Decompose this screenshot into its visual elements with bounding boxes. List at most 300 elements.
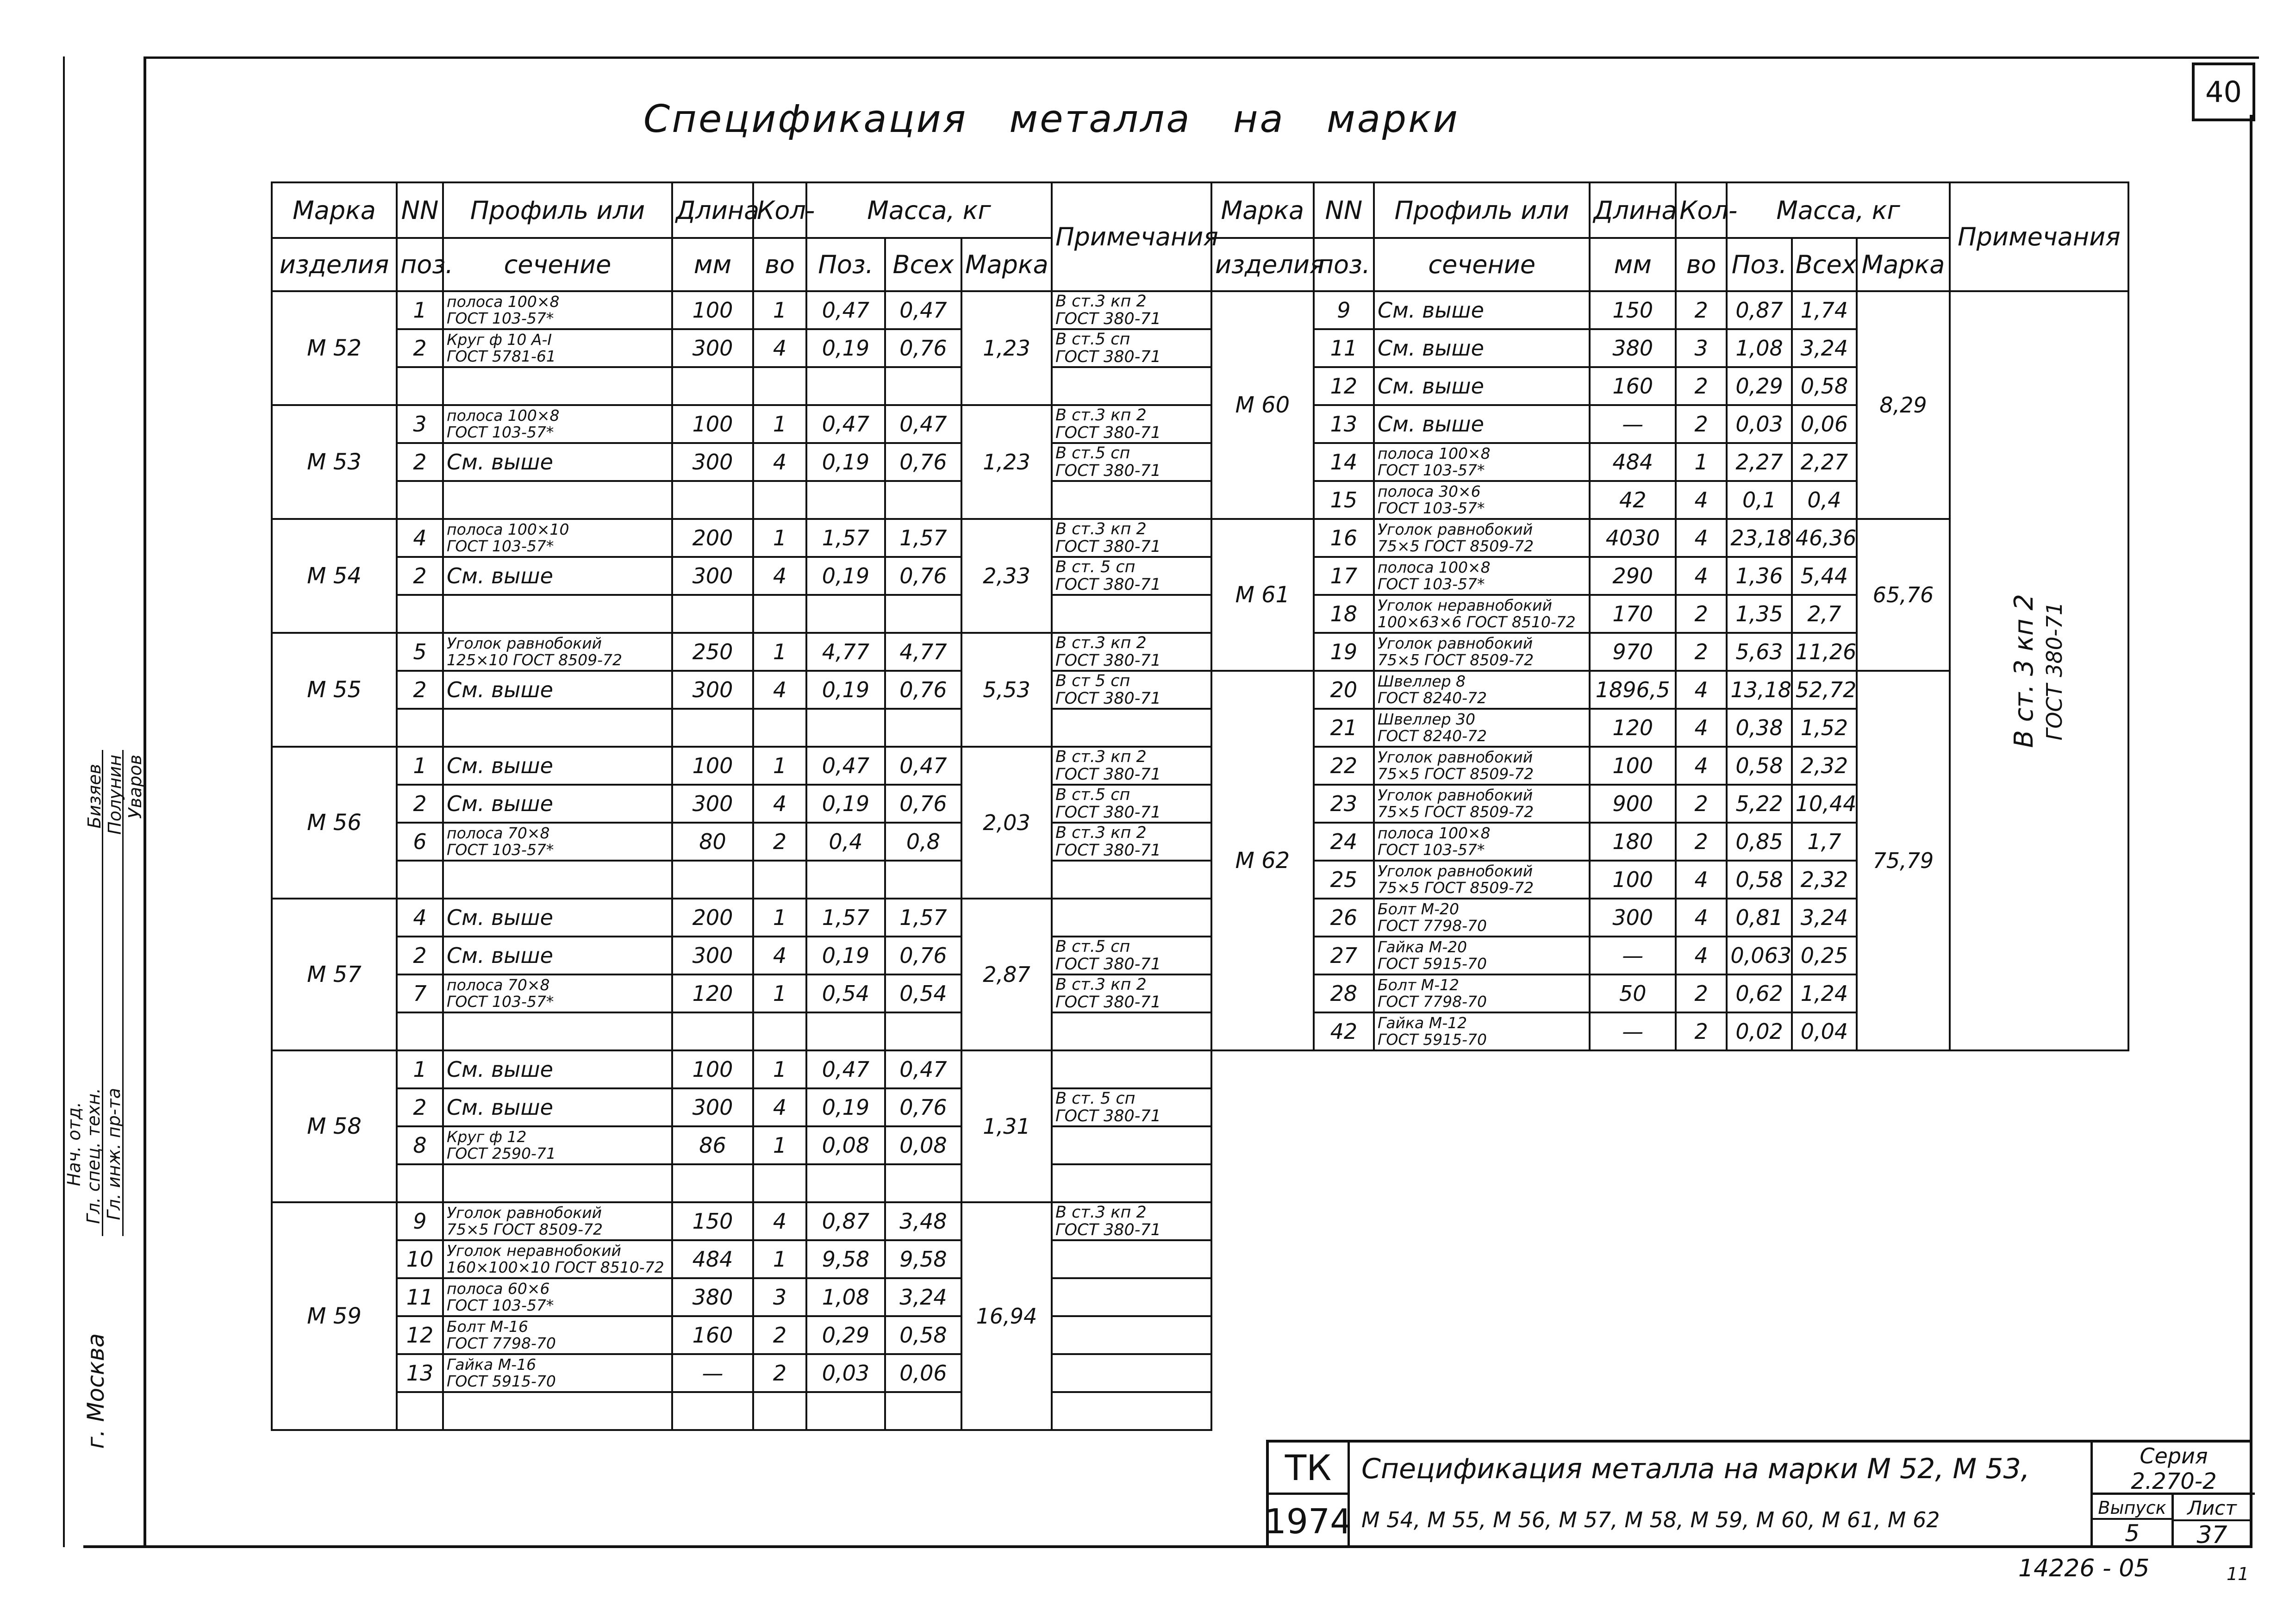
- mass-all-cell: 0,76: [885, 1088, 961, 1126]
- table-row: [272, 785, 1211, 823]
- profile-cell: Круг ф 12 ГОСТ 2590-71: [443, 1126, 672, 1164]
- qty-cell: [753, 709, 806, 747]
- length-cell: 100: [1590, 747, 1676, 785]
- note-cell: [1052, 1316, 1211, 1354]
- pos-cell: 23: [1314, 785, 1374, 823]
- mark-cell: М 52: [272, 291, 397, 405]
- profile-cell: См. выше: [443, 1050, 672, 1088]
- pos-cell: [397, 595, 443, 633]
- profile-cell: [443, 1164, 672, 1202]
- mass-all-cell: 0,76: [885, 937, 961, 974]
- pos-cell: 9: [1314, 291, 1374, 329]
- mass-mark-cell: 2,87: [961, 899, 1052, 1050]
- length-cell: 300: [672, 557, 753, 595]
- mass-all-cell: 3,24: [1792, 899, 1857, 937]
- mass-mark-cell: 16,94: [961, 1202, 1052, 1430]
- qty-cell: 4: [753, 937, 806, 974]
- note-cell: В ст.3 кп 2 ГОСТ 380-71: [1052, 1202, 1211, 1240]
- table-row: [272, 1164, 1211, 1202]
- note-cell: В ст.5 сп ГОСТ 380-71: [1052, 937, 1211, 974]
- profile-cell: Болт М-16 ГОСТ 7798-70: [443, 1316, 672, 1354]
- mass-pos-cell: 1,36: [1727, 557, 1791, 595]
- length-cell: 100: [672, 291, 753, 329]
- note-cell: В ст 5 сп ГОСТ 380-71: [1052, 671, 1211, 709]
- qty-cell: 4: [1676, 671, 1727, 709]
- stamp-issue-cell: [2090, 1495, 2174, 1548]
- r-col-length-header: Длина: [1590, 182, 1676, 238]
- mass-pos-cell: 0,58: [1727, 861, 1791, 899]
- mass-pos-cell: 0,063: [1727, 937, 1791, 974]
- qty-cell: 4: [1676, 899, 1727, 937]
- mass-pos-cell: 0,19: [806, 329, 885, 367]
- note-cell: В ст.3 кп 2 ГОСТ 380-71: [1052, 633, 1211, 671]
- mass-pos-cell: 9,58: [806, 1240, 885, 1278]
- pos-cell: 3: [397, 405, 443, 443]
- profile-cell: Гайка М-12 ГОСТ 5915-70: [1374, 1012, 1590, 1050]
- table-row: [272, 1354, 1211, 1392]
- pos-cell: 2: [397, 937, 443, 974]
- pos-cell: 19: [1314, 633, 1374, 671]
- profile-cell: См. выше: [1374, 405, 1590, 443]
- length-cell: 120: [672, 974, 753, 1012]
- mass-all-cell: 0,58: [885, 1316, 961, 1354]
- pos-cell: 11: [397, 1278, 443, 1316]
- table-row: [272, 519, 1211, 557]
- stamp-series-label: Серия: [2140, 1443, 2208, 1468]
- r-col-profile-header-2: сечение: [1374, 238, 1590, 291]
- pos-cell: 2: [397, 557, 443, 595]
- length-cell: 300: [672, 785, 753, 823]
- qty-cell: 1: [753, 519, 806, 557]
- mass-all-cell: 2,32: [1792, 747, 1857, 785]
- mass-all-cell: 0,08: [885, 1126, 961, 1164]
- mass-all-cell: 0,47: [885, 405, 961, 443]
- mass-pos-cell: 0,02: [1727, 1012, 1791, 1050]
- qty-cell: [753, 1164, 806, 1202]
- table-row: [272, 405, 1211, 443]
- stamp-year: 1974: [1264, 1501, 1352, 1542]
- note-cell: В ст.3 кп 2 ГОСТ 380-71: [1052, 291, 1211, 329]
- qty-cell: 4: [753, 1202, 806, 1240]
- common-note-cell: [1950, 291, 2128, 1050]
- profile-cell: См. выше: [1374, 329, 1590, 367]
- mass-pos-cell: 1,08: [806, 1278, 885, 1316]
- sig-role-2: Гл. спец. техн.: [83, 1088, 104, 1224]
- length-cell: 380: [672, 1278, 753, 1316]
- note-cell: В ст.5 сп ГОСТ 380-71: [1052, 785, 1211, 823]
- mass-all-cell: 1,24: [1792, 974, 1857, 1012]
- profile-cell: Уголок равнобокий 75×5 ГОСТ 8509-72: [443, 1202, 672, 1240]
- profile-cell: См. выше: [1374, 367, 1590, 405]
- qty-cell: 1: [753, 405, 806, 443]
- pos-cell: 12: [1314, 367, 1374, 405]
- mark-cell: М 62: [1211, 671, 1314, 1050]
- profile-cell: Швеллер 8 ГОСТ 8240-72: [1374, 671, 1590, 709]
- pos-cell: 42: [1314, 1012, 1374, 1050]
- frame-top-line: [144, 56, 2259, 59]
- profile-cell: См. выше: [443, 557, 672, 595]
- mass-all-cell: [885, 367, 961, 405]
- mass-pos-cell: [806, 1164, 885, 1202]
- note-cell: [1052, 1354, 1211, 1392]
- pos-cell: 4: [397, 519, 443, 557]
- length-cell: 86: [672, 1126, 753, 1164]
- pos-cell: [397, 1392, 443, 1430]
- mark-cell: М 54: [272, 519, 397, 633]
- mass-all-cell: [885, 1164, 961, 1202]
- mass-pos-cell: 0,1: [1727, 481, 1791, 519]
- qty-cell: 2: [1676, 291, 1727, 329]
- sig-role-1: Гл. инж. пр-та: [104, 1088, 124, 1220]
- col-mark-header: Марка: [272, 182, 397, 238]
- note-cell: [1052, 1392, 1211, 1430]
- profile-cell: [443, 1012, 672, 1050]
- profile-cell: Уголок равнобокий 75×5 ГОСТ 8509-72: [1374, 633, 1590, 671]
- sig-role-3: Нач. отд.: [64, 1102, 84, 1187]
- stamp-sheet-cell: [2171, 1495, 2252, 1548]
- qty-cell: 4: [753, 443, 806, 481]
- mass-all-cell: 10,44: [1792, 785, 1857, 823]
- profile-cell: Гайка М-20 ГОСТ 5915-70: [1374, 937, 1590, 974]
- length-cell: [672, 1164, 753, 1202]
- qty-cell: 4: [1676, 481, 1727, 519]
- length-cell: 120: [1590, 709, 1676, 747]
- qty-cell: 2: [1676, 823, 1727, 861]
- pos-cell: [397, 1164, 443, 1202]
- table-row: [1211, 291, 2128, 329]
- mass-mark-cell: 1,23: [961, 405, 1052, 519]
- qty-cell: [753, 595, 806, 633]
- col-mass-mark-header: Марка: [961, 238, 1052, 291]
- mass-pos-cell: 0,19: [806, 785, 885, 823]
- r-col-qty-header: Кол-: [1676, 182, 1727, 238]
- pos-cell: 25: [1314, 861, 1374, 899]
- length-cell: 300: [672, 443, 753, 481]
- qty-cell: 4: [753, 1088, 806, 1126]
- mass-pos-cell: 0,47: [806, 291, 885, 329]
- mass-all-cell: 3,24: [885, 1278, 961, 1316]
- length-cell: 200: [672, 899, 753, 937]
- table-row: [272, 823, 1211, 861]
- mass-pos-cell: 0,19: [806, 557, 885, 595]
- mass-all-cell: 0,06: [885, 1354, 961, 1392]
- mass-all-cell: 0,4: [1792, 481, 1857, 519]
- pos-cell: [397, 709, 443, 747]
- note-cell: В ст. 5 сп ГОСТ 380-71: [1052, 557, 1211, 595]
- mass-all-cell: 4,77: [885, 633, 961, 671]
- table-row: [272, 1050, 1211, 1088]
- mass-all-cell: 0,76: [885, 329, 961, 367]
- pos-cell: 7: [397, 974, 443, 1012]
- profile-cell: [443, 709, 672, 747]
- length-cell: 160: [672, 1316, 753, 1354]
- table-row: [272, 974, 1211, 1012]
- mass-all-cell: 0,76: [885, 785, 961, 823]
- mass-all-cell: 3,24: [1792, 329, 1857, 367]
- qty-cell: [753, 1012, 806, 1050]
- table-row: [272, 1278, 1211, 1316]
- length-cell: 200: [672, 519, 753, 557]
- profile-cell: Уголок равнобокий 125×10 ГОСТ 8509-72: [443, 633, 672, 671]
- note-cell: [1052, 595, 1211, 633]
- mass-all-cell: 2,7: [1792, 595, 1857, 633]
- qty-cell: 4: [753, 557, 806, 595]
- profile-cell: [443, 1392, 672, 1430]
- length-cell: —: [1590, 937, 1676, 974]
- profile-cell: Болт М-20 ГОСТ 7798-70: [1374, 899, 1590, 937]
- profile-cell: Гайка М-16 ГОСТ 5915-70: [443, 1354, 672, 1392]
- mass-all-cell: 0,8: [885, 823, 961, 861]
- table-row: [272, 1088, 1211, 1126]
- pos-cell: 8: [397, 1126, 443, 1164]
- mass-pos-cell: 0,29: [806, 1316, 885, 1354]
- mark-cell: М 55: [272, 633, 397, 747]
- mark-cell: М 58: [272, 1050, 397, 1202]
- qty-cell: [753, 861, 806, 899]
- length-cell: 100: [672, 747, 753, 785]
- qty-cell: 1: [753, 899, 806, 937]
- mass-mark-cell: 65,76: [1857, 519, 1950, 671]
- mass-pos-cell: 0,19: [806, 443, 885, 481]
- pos-cell: 2: [397, 1088, 443, 1126]
- qty-cell: 2: [753, 823, 806, 861]
- length-cell: 484: [672, 1240, 753, 1278]
- stamp-series-value: 2.270-2: [2131, 1468, 2217, 1494]
- common-note-text: [2009, 594, 2069, 748]
- col-notes-header: Примечания: [1052, 182, 1211, 291]
- mass-all-cell: 0,47: [885, 747, 961, 785]
- qty-cell: [753, 367, 806, 405]
- mass-pos-cell: 1,57: [806, 899, 885, 937]
- stamp-sheet-label: Лист: [2171, 1497, 2252, 1521]
- col-mass-all-header: Всех: [885, 238, 961, 291]
- col-profile-header: Профиль или: [443, 182, 672, 238]
- qty-cell: 3: [1676, 329, 1727, 367]
- mass-all-cell: 1,74: [1792, 291, 1857, 329]
- qty-cell: 2: [1676, 633, 1727, 671]
- frame-right-line: [2250, 115, 2252, 1548]
- mass-pos-cell: 5,63: [1727, 633, 1791, 671]
- stamp-sheet-value: 37: [2196, 1521, 2227, 1549]
- table-row: [272, 443, 1211, 481]
- pos-cell: 16: [1314, 519, 1374, 557]
- length-cell: [672, 1012, 753, 1050]
- note-cell: В ст.5 сп ГОСТ 380-71: [1052, 329, 1211, 367]
- mass-all-cell: 0,54: [885, 974, 961, 1012]
- qty-cell: 1: [753, 1050, 806, 1088]
- note-cell: [1052, 1050, 1211, 1088]
- pos-cell: 13: [397, 1354, 443, 1392]
- profile-cell: См. выше: [443, 785, 672, 823]
- mass-all-cell: [885, 481, 961, 519]
- note-cell: [1052, 861, 1211, 899]
- pos-cell: 4: [397, 899, 443, 937]
- pos-cell: 21: [1314, 709, 1374, 747]
- length-cell: 42: [1590, 481, 1676, 519]
- profile-cell: См. выше: [443, 747, 672, 785]
- doc-number: 14226 - 05: [2018, 1555, 2150, 1582]
- mass-all-cell: 0,47: [885, 291, 961, 329]
- table-row: [272, 1012, 1211, 1050]
- stamp-org: ТК: [1285, 1447, 1332, 1488]
- mass-all-cell: 2,27: [1792, 443, 1857, 481]
- r-col-length-header-2: мм: [1590, 238, 1676, 291]
- mass-pos-cell: 1,08: [1727, 329, 1791, 367]
- mass-all-cell: [885, 1392, 961, 1430]
- qty-cell: 2: [1676, 785, 1727, 823]
- pos-cell: 2: [397, 329, 443, 367]
- signature-block: [64, 750, 145, 1236]
- pos-cell: [397, 481, 443, 519]
- col-mark-header-2: изделия: [272, 238, 397, 291]
- profile-cell: Швеллер 30 ГОСТ 8240-72: [1374, 709, 1590, 747]
- qty-cell: [753, 481, 806, 519]
- profile-cell: [443, 595, 672, 633]
- mass-pos-cell: 5,22: [1727, 785, 1791, 823]
- length-cell: 300: [1590, 899, 1676, 937]
- mass-mark-cell: 8,29: [1857, 291, 1950, 519]
- qty-cell: 2: [1676, 1012, 1727, 1050]
- mass-pos-cell: 2,27: [1727, 443, 1791, 481]
- pos-cell: 28: [1314, 974, 1374, 1012]
- mark-cell: М 59: [272, 1202, 397, 1430]
- mass-pos-cell: 0,38: [1727, 709, 1791, 747]
- mass-all-cell: 0,25: [1792, 937, 1857, 974]
- mass-all-cell: 1,52: [1792, 709, 1857, 747]
- mass-pos-cell: 4,77: [806, 633, 885, 671]
- profile-cell: См. выше: [443, 899, 672, 937]
- col-qty-header-2: во: [753, 238, 806, 291]
- length-cell: 4030: [1590, 519, 1676, 557]
- table-row: [272, 329, 1211, 367]
- profile-cell: Уголок неравнобокий 100×63×6 ГОСТ 8510-72: [1374, 595, 1590, 633]
- length-cell: 80: [672, 823, 753, 861]
- sig-name-2: Полунин: [105, 755, 125, 835]
- qty-cell: 4: [753, 671, 806, 709]
- profile-cell: полоса 100×8 ГОСТ 103-57*: [443, 291, 672, 329]
- pos-cell: 27: [1314, 937, 1374, 974]
- mass-pos-cell: 23,18: [1727, 519, 1791, 557]
- mark-cell: М 53: [272, 405, 397, 519]
- profile-cell: См. выше: [443, 937, 672, 974]
- common-note-line2: ГОСТ 380-71: [2041, 601, 2067, 740]
- mark-cell: М 56: [272, 747, 397, 899]
- length-cell: [672, 367, 753, 405]
- note-cell: [1052, 709, 1211, 747]
- pos-cell: 9: [397, 1202, 443, 1240]
- mass-all-cell: 0,76: [885, 671, 961, 709]
- length-cell: 1896,5: [1590, 671, 1676, 709]
- qty-cell: [753, 1392, 806, 1430]
- note-cell: В ст.5 сп ГОСТ 380-71: [1052, 443, 1211, 481]
- r-col-pos-header: NN: [1314, 182, 1374, 238]
- mass-all-cell: 2,32: [1792, 861, 1857, 899]
- qty-cell: 1: [753, 633, 806, 671]
- table-row: [272, 1392, 1211, 1430]
- profile-cell: полоса 100×8 ГОСТ 103-57*: [1374, 823, 1590, 861]
- length-cell: 180: [1590, 823, 1676, 861]
- col-qty-header: Кол-: [753, 182, 806, 238]
- length-cell: 970: [1590, 633, 1676, 671]
- pos-cell: 6: [397, 823, 443, 861]
- mass-pos-cell: 0,87: [806, 1202, 885, 1240]
- stamp-issue-value: 5: [2125, 1520, 2140, 1547]
- length-cell: —: [1590, 405, 1676, 443]
- mass-all-cell: 0,47: [885, 1050, 961, 1088]
- length-cell: 484: [1590, 443, 1676, 481]
- qty-cell: 4: [1676, 557, 1727, 595]
- note-cell: [1052, 1012, 1211, 1050]
- length-cell: 50: [1590, 974, 1676, 1012]
- note-cell: [1052, 1164, 1211, 1202]
- length-cell: [672, 709, 753, 747]
- stamp-title-line1: Спецификация металла на марки М 52, М 53,: [1361, 1453, 2030, 1485]
- stamp-org-cell: [1269, 1443, 1350, 1495]
- profile-cell: полоса 60×6 ГОСТ 103-57*: [443, 1278, 672, 1316]
- note-cell: В ст.3 кп 2 ГОСТ 380-71: [1052, 519, 1211, 557]
- qty-cell: 1: [753, 974, 806, 1012]
- col-length-header-2: мм: [672, 238, 753, 291]
- mass-mark-cell: 2,03: [961, 747, 1052, 899]
- mass-pos-cell: 0,87: [1727, 291, 1791, 329]
- length-cell: [672, 595, 753, 633]
- length-cell: 300: [672, 1088, 753, 1126]
- mass-pos-cell: 0,03: [806, 1354, 885, 1392]
- stamp-issue-label: Выпуск: [2093, 1498, 2171, 1520]
- mass-pos-cell: [806, 1392, 885, 1430]
- profile-cell: [443, 481, 672, 519]
- profile-cell: полоса 100×8 ГОСТ 103-57*: [1374, 443, 1590, 481]
- mass-pos-cell: 0,47: [806, 747, 885, 785]
- length-cell: 170: [1590, 595, 1676, 633]
- qty-cell: 1: [753, 1240, 806, 1278]
- length-cell: 380: [1590, 329, 1676, 367]
- col-pos-header: NN: [397, 182, 443, 238]
- note-cell: В ст.3 кп 2 ГОСТ 380-71: [1052, 405, 1211, 443]
- mass-pos-cell: 0,19: [806, 1088, 885, 1126]
- mass-all-cell: 52,72: [1792, 671, 1857, 709]
- pos-cell: 10: [397, 1240, 443, 1278]
- mass-pos-cell: [806, 481, 885, 519]
- note-cell: [1052, 1126, 1211, 1164]
- table-row: [272, 937, 1211, 974]
- mass-pos-cell: 1,35: [1727, 595, 1791, 633]
- length-cell: 150: [1590, 291, 1676, 329]
- table-row: [272, 481, 1211, 519]
- profile-cell: См. выше: [443, 443, 672, 481]
- pos-cell: 11: [1314, 329, 1374, 367]
- table-row: [272, 861, 1211, 899]
- stamp-series-cell: [2090, 1443, 2255, 1495]
- r-col-mark-header-2: изделия: [1211, 238, 1314, 291]
- table-row: [272, 1126, 1211, 1164]
- note-cell: [1052, 899, 1211, 937]
- qty-cell: 4: [1676, 861, 1727, 899]
- profile-cell: полоса 100×10 ГОСТ 103-57*: [443, 519, 672, 557]
- page-title: Спецификация металла на марки: [643, 97, 1460, 141]
- pos-cell: 24: [1314, 823, 1374, 861]
- length-cell: —: [1590, 1012, 1676, 1050]
- mass-all-cell: 5,44: [1792, 557, 1857, 595]
- mass-all-cell: 0,76: [885, 557, 961, 595]
- length-cell: 300: [672, 329, 753, 367]
- mass-mark-cell: 75,79: [1857, 671, 1950, 1050]
- mass-pos-cell: [806, 367, 885, 405]
- r-col-mass-all-header: Всех: [1792, 238, 1857, 291]
- pos-cell: 14: [1314, 443, 1374, 481]
- mass-pos-cell: [806, 1012, 885, 1050]
- length-cell: [672, 1392, 753, 1430]
